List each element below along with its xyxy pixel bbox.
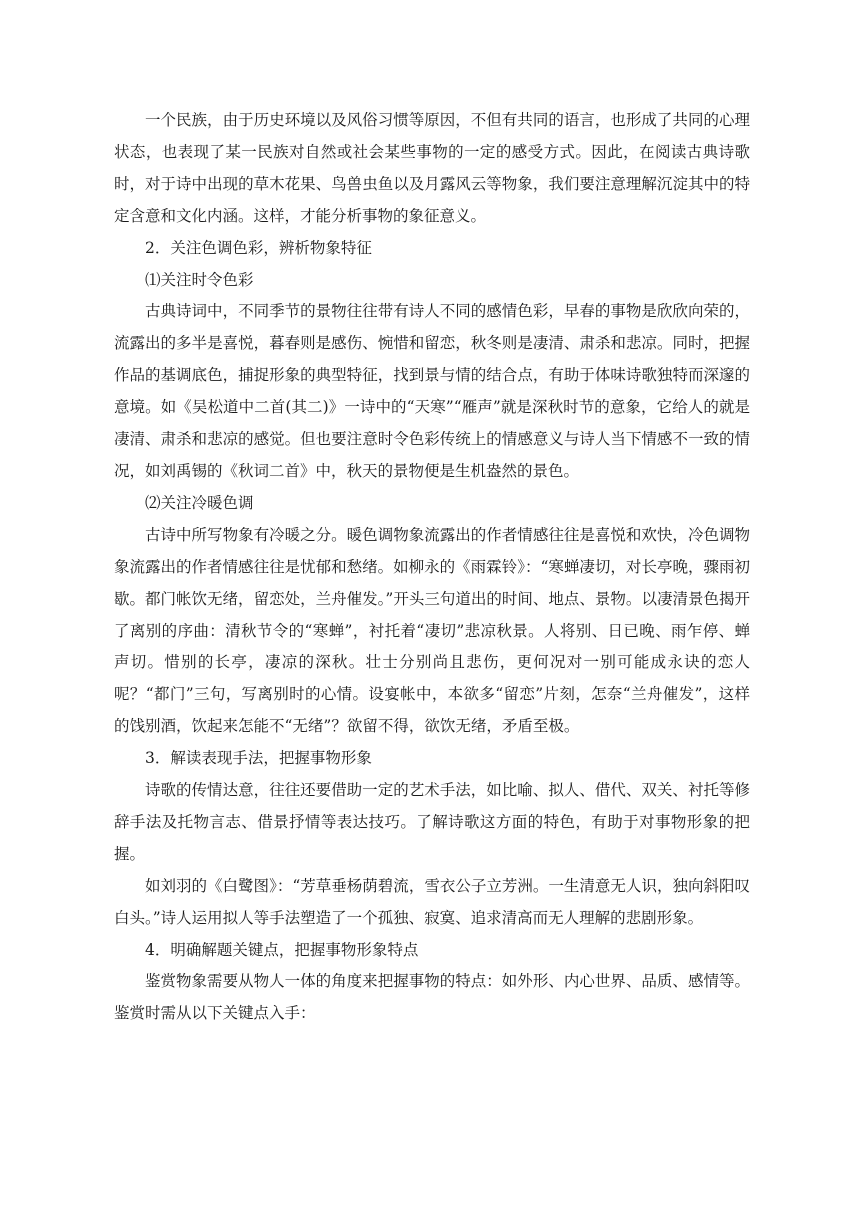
paragraph-key-points: 鉴赏物象需要从物人一体的角度来把握事物的特点：如外形、内心世界、品质、感情等。鉴赏时需从以下关键点入手：: [114, 972, 750, 1023]
heading-3-technique: 3．解读表现手法，把握事物形象: [145, 749, 372, 768]
paragraph-warm-cold-tone: 古诗中所写物象有冷暖之分。暖色调物象流露出的作者情感往往是喜悦和欢快，冷色调物象流露出的作者情感往往是忧郁和愁绪。如柳永的《雨霖铃》：“寒蝉凄切，对长亭晚，骤雨初歇。都门帐饮无绪，留恋处，兰舟催发。”开头三句道出的时间、地点、景物。以凄清景色揭开了离别的序曲：清秋节令的“寒蝉”，衬托着“凄切”悲凉秋景。人将别、日已晚、雨乍停、蝉声切。惜别的长亭，凄凉的深秋。壮士分别尚且悲伤，更何况对一别可能成永诀的恋人呢？“都门”三句，写离别时的心情。设宴帐中，本欲多“留恋”片刻，怎奈“兰舟催发”，这样的饯别酒，饮起来怎能不“无绪”？欲留不得，欲饮无绪，矛盾至极。: [114, 525, 750, 736]
paragraph-egret-example: 如刘羽的《白鹭图》：“芳草垂杨荫碧流，雪衣公子立芳洲。一生清意无人识，独向斜阳叹白头。”诗人运用拟人等手法塑造了一个孤独、寂寞、追求清高而无人理解的悲剧形象。: [114, 876, 750, 927]
paragraph-season-color: 古典诗词中，不同季节的景物往往带有诗人不同的感情色彩，早春的事物是欣欣向荣的，流露出的多半是喜悦，暮春则是感伤、惋惜和留恋，秋冬则是凄清、肃杀和悲凉。同时，把握作品的基调底色，捕捉形象的典型特征，找到景与情的结合点，有助于体味诗歌独特而深邃的意境。如《吴松道中二首(其二)》一诗中的“天寒”“雁声”就是深秋时节的意象，它给人的就是凄清、肃杀和悲凉的感觉。但也要注意时令色彩传统上的情感意义与诗人当下情感不一致的情况，如刘禹锡的《秋词二首》中，秋天的景物便是生机盎然的景色。: [114, 302, 750, 480]
paragraph-intro: 一个民族，由于历史环境以及风俗习惯等原因，不但有共同的语言，也形成了共同的心理状态，也表现了某一民族对自然或社会某些事物的一定的感受方式。因此，在阅读古典诗歌时，对于诗中出现的草木花果、鸟兽虫鱼以及月露风云等物象，我们要注意理解沉淀其中的特定含意和文化内涵。这样，才能分析事物的象征意义。: [114, 111, 750, 225]
subheading-warm-cold-tone: ⑵关注冷暖色调: [145, 493, 254, 512]
paragraph-technique: 诗歌的传情达意，往往还要借助一定的艺术手法，如比喻、拟人、借代、双关、衬托等修辞手法及托物言志、借景抒情等表达技巧。了解诗歌这方面的特色，有助于对事物形象的把握。: [114, 781, 750, 863]
heading-2-color: 2．关注色调色彩，辨析物象特征: [145, 238, 372, 257]
document-body: [114, 105, 750, 1030]
heading-4-key-points: 4．明确解题关键点，把握事物形象特点: [145, 940, 419, 959]
subheading-season-color: ⑴关注时令色彩: [145, 270, 254, 289]
